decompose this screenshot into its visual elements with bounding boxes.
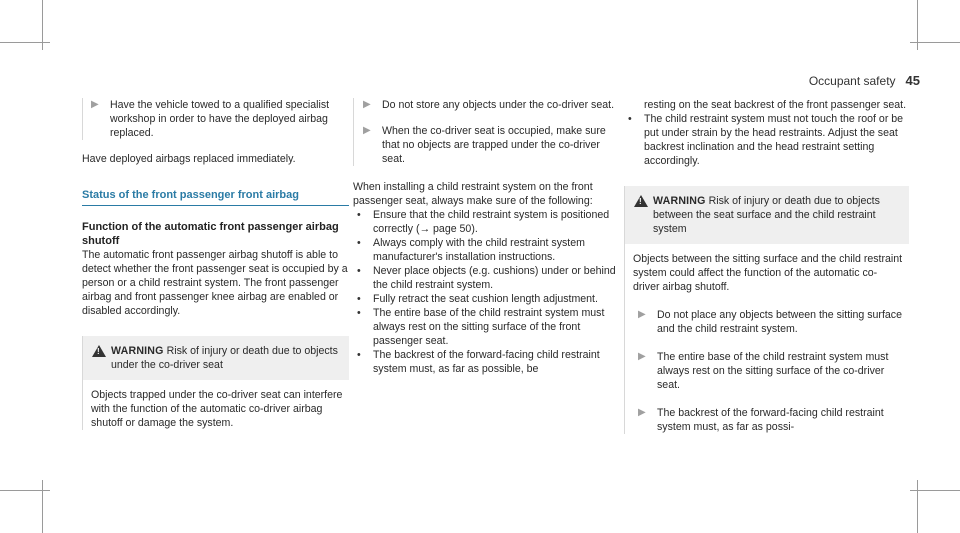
bullet-icon: • [357,237,361,249]
warning-icon [92,345,106,357]
instruction-block [353,98,621,166]
bullet-icon: • [357,209,361,221]
crop-mark [910,42,960,43]
instruction-step: ▶ Have the vehicle towed to a qualified specialist workshop in order to have the deployed airbag replaced. [91,99,330,139]
instruction-step: ▶ Do not place any objects between the sitting surface and the child restraint system. [638,309,902,335]
list-item: • The backrest of the forward-facing child restraint system must, as far as possible, be [357,349,600,375]
instruction-step: ▶ Do not store any objects under the co-driver seat. [363,99,615,111]
instruction-step: ▶ The entire base of the child restraint system must always rest on the sitting surface of the co-driver seat. [638,351,889,391]
warning-label: WARNING [111,345,164,357]
page-number: 45 [905,73,920,88]
arrow-icon: ▶ [638,309,646,320]
crop-mark [42,480,43,533]
column-1 [82,98,349,430]
arrow-icon: ▶ [363,99,371,110]
warning-header [83,336,349,380]
crop-mark [917,480,918,533]
crop-mark [0,490,50,491]
list-item: • Fully retract the seat cushion length adjustment. [357,293,598,305]
bullet-icon: • [357,265,361,277]
list-item-continued: resting on the seat backrest of the front passenger seat. [644,99,907,111]
arrow-icon: ▶ [638,351,646,362]
instruction-step: ▶ When the co-driver seat is occupied, make sure that no objects are trapped under the co-driver seat. [363,125,606,165]
subsection-title: Function of the automatic front passenger airbag shutoff [82,221,339,247]
column-2 [353,98,621,376]
warning-body [625,244,909,434]
arrow-icon: ▶ [638,407,646,418]
bullet-icon: • [357,349,361,361]
list-item: • Never place objects (e.g. cushions) under or behind the child restraint system. [357,265,616,291]
bullet-icon: • [357,293,361,305]
list-item: • Ensure that the child restraint system is positioned correctly (→ page 50). [357,209,610,235]
arrow-icon: ▶ [91,99,99,110]
bullet-list [624,98,909,168]
paragraph: The automatic front passenger airbag shutoff is able to detect whether the front passenger seat is occupied by a person or a child restraint system. The front passenger airbag and front passenger knee airbag are enabled or disabled accordingly. [82,249,348,317]
bullet-icon: • [357,307,361,319]
bullet-icon: • [628,113,632,125]
bullet-list [353,208,621,376]
warning-box [624,186,909,434]
warning-icon [634,195,648,207]
list-item: • The child restraint system must not touch the roof or be put under strain by the head restraints. Adjust the seat backrest inclination and the head restraint setting accordingly. [628,113,904,167]
crop-mark [0,42,50,43]
warning-box [82,336,349,430]
column-3 [624,98,909,434]
crop-mark [910,490,960,491]
warning-label: WARNING [653,195,706,207]
section-title: Status of the front passenger front airbag [82,188,349,206]
warning-body: Objects trapped under the co-driver seat can interfere with the function of the automatic co-driver airbag shutoff or damage the system. [91,389,343,429]
list-item: • The entire base of the child restraint system must always rest on the sitting surface of the front passenger seat. [357,307,605,347]
page-header [809,74,920,88]
warning-title: Risk of injury or death due to objects under the co-driver seat [111,345,338,371]
warning-text: Objects between the sitting surface and the child restraint system could affect the function of the automatic co-driver airbag shutoff. [633,253,903,293]
paragraph: Have deployed airbags replaced immediately. [82,153,296,165]
warning-title: Risk of injury or death due to objects between the seat surface and the child restraint system [653,195,880,235]
arrow-icon: ▶ [363,125,371,136]
header-title: Occupant safety [808,74,896,88]
paragraph: When installing a child restraint system on the front passenger seat, always make sure of the following: [353,181,593,207]
instruction-step: ▶ The backrest of the forward-facing child restraint system must, as far as possi- [638,407,884,433]
warning-header [625,186,909,244]
list-item: • Always comply with the child restraint system manufacturer's installation instructions. [357,237,585,263]
instruction-block [82,98,349,140]
